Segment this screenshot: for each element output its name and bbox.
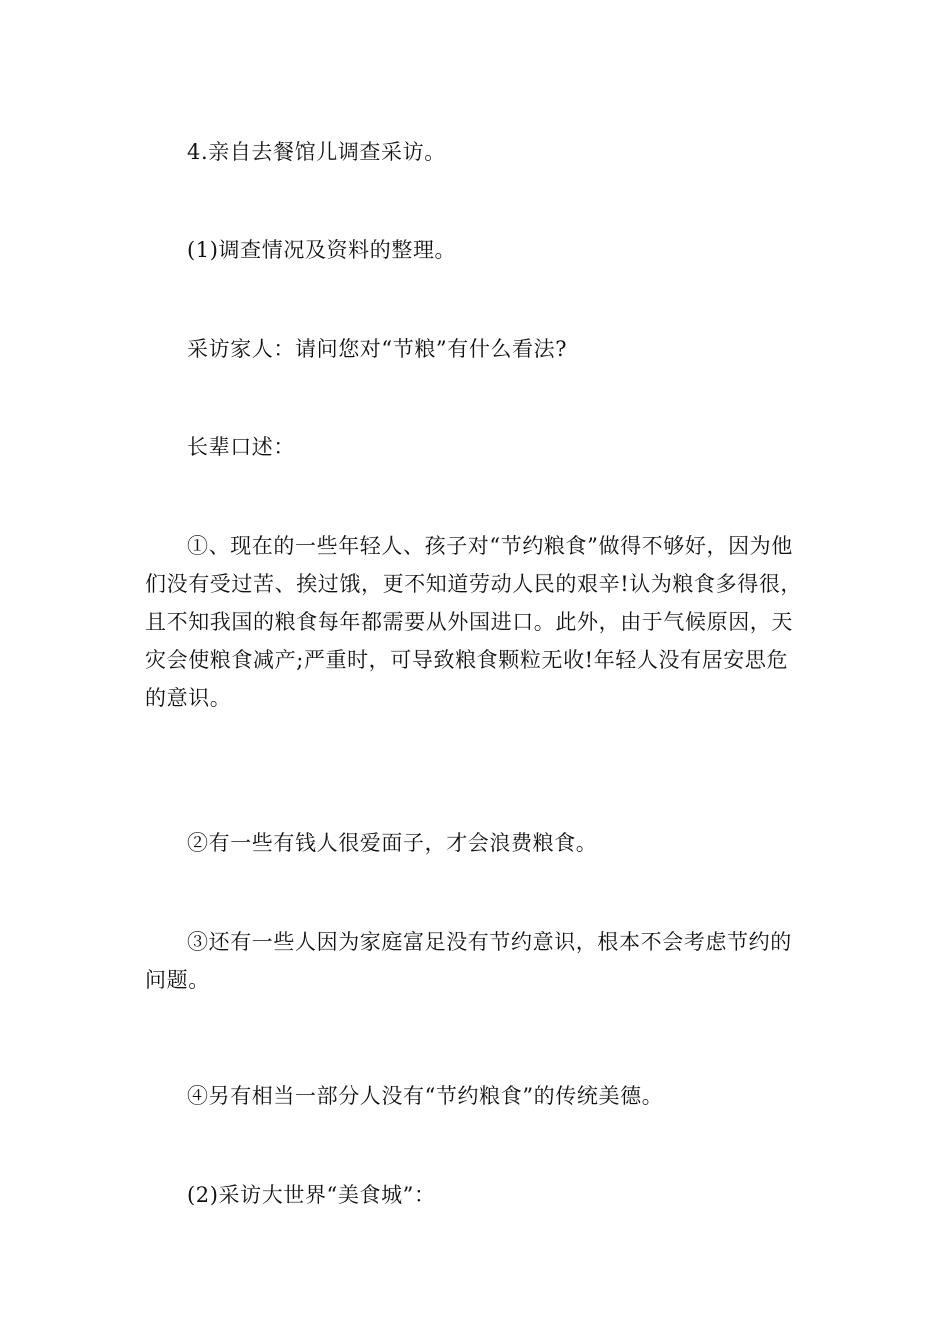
paragraph-point-2: ②有一些有钱人很爱面子，才会浪费粮食。: [187, 831, 598, 855]
paragraph-elder-statement: 长辈口述：: [187, 435, 295, 459]
paragraph-interview-family: 采访家人：请问您对“节粮”有什么看法?: [187, 337, 568, 361]
paragraph-point-1: ①、现在的一些年轻人、孩子对“节约粮食”做得不够好，因为他们没有受过苦、挨过饿，更不知道劳动人民的艰辛!认为粮食多得很，且不知我国的粮食每年都需要从外国进口。此外，由于气候原因，天灾会使粮食减产;严重时，可导致粮食颗粒无收!年轻人没有居安思危的意识。: [145, 534, 803, 710]
paragraph-step-4: 4.亲自去餐馆儿调查采访。: [187, 140, 446, 164]
paragraph-point-4: ④另有相当一部分人没有“节约粮食”的传统美德。: [187, 1084, 664, 1108]
paragraph-point-3: ③还有一些人因为家庭富足没有节约意识，根本不会考虑节约的问题。: [145, 930, 792, 992]
paragraph-survey-organizing: (1)调查情况及资料的整理。: [187, 238, 457, 262]
paragraph-interview-food-city: (2)采访大世界“美食城”：: [187, 1183, 436, 1207]
